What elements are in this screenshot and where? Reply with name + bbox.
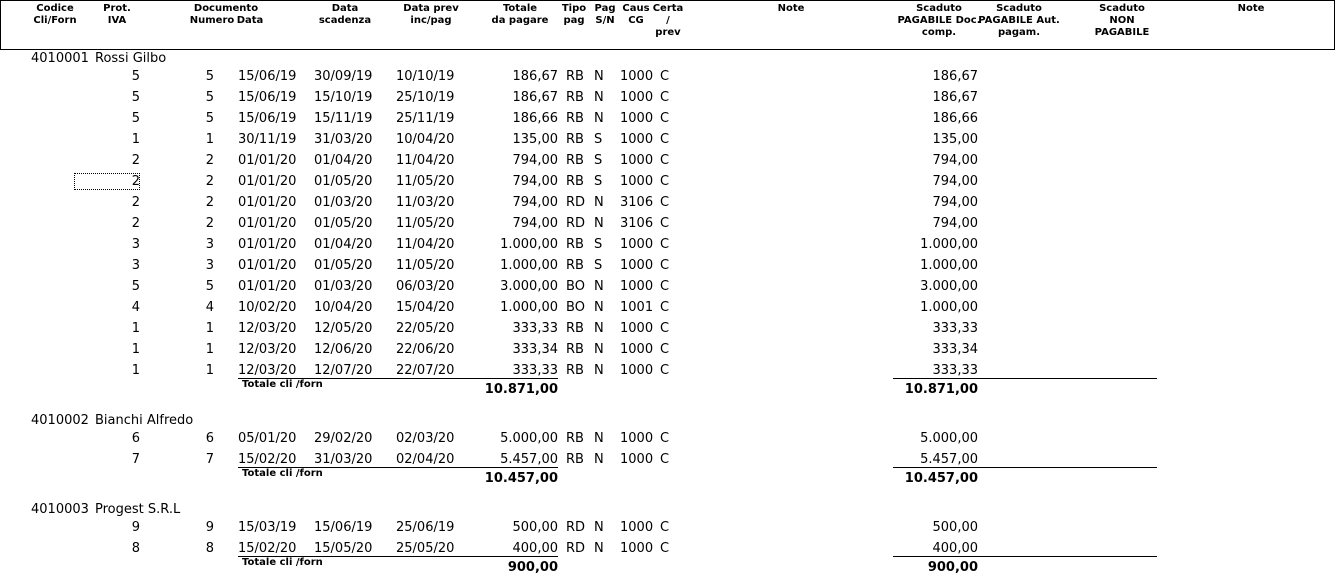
cell-pag-sn: S — [594, 153, 603, 168]
cell-scaduto-pagabile: 500,00 — [932, 520, 978, 535]
cell-caus-cg: 1000 — [620, 90, 654, 105]
cell-tipo-pag: RB — [566, 132, 584, 147]
cell-scaduto-pagabile: 794,00 — [932, 216, 978, 231]
cell-data-scadenza: 01/04/20 — [314, 153, 373, 168]
cell-caus-cg: 1001 — [620, 300, 654, 315]
cell-pag-sn: N — [594, 452, 604, 467]
cell-tipo-pag: RB — [566, 363, 584, 378]
cell-caus-cg: 1000 — [620, 431, 654, 446]
cell-caus-cg: 1000 — [620, 520, 654, 535]
cell-prot-iva: 3 — [131, 237, 140, 252]
cell-scaduto-pagabile: 1.000,00 — [920, 237, 978, 252]
cell-totale: 794,00 — [512, 216, 558, 231]
cell-totale: 333,34 — [512, 342, 558, 357]
cell-totale: 186,67 — [512, 90, 558, 105]
total-line-scaduto — [893, 556, 1157, 557]
cell-data-scadenza: 01/05/20 — [314, 216, 373, 231]
cell-certa-prev: C — [660, 342, 670, 357]
cell-doc-data: 01/01/20 — [238, 237, 297, 252]
group-total-scaduto: 10.871,00 — [904, 382, 978, 397]
cell-totale: 794,00 — [512, 153, 558, 168]
col-prev: Data prev inc/pag — [403, 3, 459, 26]
cell-doc-numero: 7 — [205, 452, 214, 467]
cell-doc-numero: 9 — [205, 520, 214, 535]
cell-tipo-pag: RB — [566, 452, 584, 467]
cell-doc-data: 15/06/19 — [238, 90, 297, 105]
cell-totale: 794,00 — [512, 174, 558, 189]
cell-doc-numero: 1 — [205, 363, 214, 378]
cell-doc-numero: 5 — [205, 111, 214, 126]
cell-scaduto-pagabile: 794,00 — [932, 174, 978, 189]
totals-label: Totale cli /forn — [242, 557, 323, 568]
cell-pag-sn: N — [594, 300, 604, 315]
cell-caus-cg: 1000 — [620, 111, 654, 126]
cell-pag-sn: N — [594, 541, 604, 556]
cell-prot-iva: 1 — [131, 132, 140, 147]
cell-doc-data: 05/01/20 — [238, 431, 297, 446]
cell-totale: 794,00 — [512, 195, 558, 210]
cell-totale: 135,00 — [512, 132, 558, 147]
report-header — [0, 0, 1335, 50]
cell-prot-iva: 2 — [131, 195, 140, 210]
cell-scaduto-pagabile: 186,66 — [932, 111, 978, 126]
cell-certa-prev: C — [660, 431, 670, 446]
cell-scaduto-pagabile: 5.000,00 — [920, 431, 978, 446]
cell-certa-prev: C — [660, 279, 670, 294]
cell-tipo-pag: RB — [566, 174, 584, 189]
cell-totale: 1.000,00 — [500, 237, 558, 252]
cell-data-prev: 22/05/20 — [396, 321, 455, 336]
cell-certa-prev: C — [660, 174, 670, 189]
col-scadenza: Data scadenza — [318, 3, 372, 26]
col-documento: Documento — [193, 3, 259, 14]
cell-data-scadenza: 12/06/20 — [314, 342, 373, 357]
group-total-scaduto: 10.457,00 — [904, 471, 978, 486]
cell-data-scadenza: 01/05/20 — [314, 174, 373, 189]
cell-tipo-pag: RB — [566, 69, 584, 84]
cell-doc-numero: 8 — [205, 541, 214, 556]
cell-pag-sn: N — [594, 279, 604, 294]
cell-totale: 186,66 — [512, 111, 558, 126]
cell-data-prev: 25/10/19 — [396, 90, 455, 105]
cell-pag-sn: S — [594, 174, 603, 189]
col-note: Note — [777, 3, 805, 14]
cell-doc-data: 30/11/19 — [238, 132, 297, 147]
cell-certa-prev: C — [660, 195, 670, 210]
group-total: 10.457,00 — [484, 471, 558, 486]
cell-doc-data: 01/01/20 — [238, 195, 297, 210]
cell-data-prev: 11/04/20 — [396, 237, 455, 252]
cell-certa-prev: C — [660, 541, 670, 556]
cell-totale: 333,33 — [512, 321, 558, 336]
col-prot-iva: Prot. IVA — [103, 3, 131, 26]
cell-prot-iva: 1 — [131, 363, 140, 378]
cell-prot-iva: 5 — [131, 69, 140, 84]
cell-prot-iva: 5 — [131, 90, 140, 105]
cell-prot-iva: 2 — [131, 216, 140, 231]
cell-totale: 186,67 — [512, 69, 558, 84]
total-line-scaduto — [893, 378, 1157, 379]
cell-certa-prev: C — [660, 69, 670, 84]
cell-doc-numero: 5 — [205, 90, 214, 105]
cell-data-prev: 25/05/20 — [396, 541, 455, 556]
cell-data-scadenza: 15/11/19 — [314, 111, 373, 126]
col-totale: Totale da pagare — [491, 3, 549, 26]
cell-data-scadenza: 15/10/19 — [314, 90, 373, 105]
cell-doc-data: 01/01/20 — [238, 174, 297, 189]
cell-data-scadenza: 01/05/20 — [314, 258, 373, 273]
cell-totale: 5.000,00 — [500, 431, 558, 446]
cell-data-prev: 11/05/20 — [396, 174, 455, 189]
cell-prot-iva: 9 — [131, 520, 140, 535]
cell-pag-sn: S — [594, 132, 603, 147]
totals-label: Totale cli /forn — [242, 379, 323, 390]
cell-doc-data: 15/02/20 — [238, 541, 297, 556]
cell-prot-iva: 2 — [131, 153, 140, 168]
group-name: Bianchi Alfredo — [95, 413, 194, 428]
cell-certa-prev: C — [660, 321, 670, 336]
group-name: Rossi Gilbo — [95, 51, 167, 66]
cell-tipo-pag: RB — [566, 111, 584, 126]
cell-doc-numero: 3 — [205, 258, 214, 273]
cell-pag-sn: N — [594, 195, 604, 210]
cell-tipo-pag: RB — [566, 431, 584, 446]
cell-doc-data: 15/06/19 — [238, 111, 297, 126]
group-total: 10.871,00 — [484, 382, 558, 397]
cell-prot-iva: 1 — [131, 342, 140, 357]
cell-doc-numero: 5 — [205, 279, 214, 294]
cell-caus-cg: 1000 — [620, 541, 654, 556]
cell-prot-iva: 7 — [131, 452, 140, 467]
cell-caus-cg: 3106 — [620, 216, 654, 231]
cell-data-scadenza: 15/05/20 — [314, 541, 373, 556]
cell-scaduto-pagabile: 186,67 — [932, 90, 978, 105]
cell-doc-numero: 2 — [205, 216, 214, 231]
cell-data-scadenza: 12/05/20 — [314, 321, 373, 336]
cell-pag-sn: N — [594, 431, 604, 446]
cell-caus-cg: 1000 — [620, 279, 654, 294]
cell-data-prev: 11/04/20 — [396, 153, 455, 168]
cell-doc-numero: 2 — [205, 153, 214, 168]
cell-data-prev: 10/10/19 — [396, 69, 455, 84]
group-total: 900,00 — [507, 560, 558, 575]
group-code: 4010003 — [31, 502, 89, 517]
cell-data-prev: 22/07/20 — [396, 363, 455, 378]
cell-doc-data: 01/01/20 — [238, 258, 297, 273]
cell-prot-iva: 5 — [131, 279, 140, 294]
cell-scaduto-pagabile: 333,33 — [932, 321, 978, 336]
col-scaduto-pagabile-doc: Scaduto PAGABILE Doc. comp. — [897, 3, 981, 38]
cell-doc-numero: 1 — [205, 321, 214, 336]
cell-caus-cg: 1000 — [620, 69, 654, 84]
cell-certa-prev: C — [660, 216, 670, 231]
cell-data-scadenza: 01/03/20 — [314, 195, 373, 210]
cell-tipo-pag: RD — [566, 195, 586, 210]
cell-doc-numero: 3 — [205, 237, 214, 252]
cell-scaduto-pagabile: 1.000,00 — [920, 300, 978, 315]
cell-prot-iva: 5 — [131, 111, 140, 126]
cell-scaduto-pagabile: 5.457,00 — [920, 452, 978, 467]
group-name: Progest S.R.L — [95, 502, 181, 517]
cell-data-scadenza: 31/03/20 — [314, 132, 373, 147]
cell-caus-cg: 3106 — [620, 195, 654, 210]
cell-prot-iva: 1 — [131, 321, 140, 336]
cell-certa-prev: C — [660, 363, 670, 378]
cell-caus-cg: 1000 — [620, 258, 654, 273]
cell-data-scadenza: 12/07/20 — [314, 363, 373, 378]
cell-data-scadenza: 01/03/20 — [314, 279, 373, 294]
cell-pag-sn: N — [594, 111, 604, 126]
cell-scaduto-pagabile: 400,00 — [932, 541, 978, 556]
cell-scaduto-pagabile: 794,00 — [932, 195, 978, 210]
cell-doc-numero: 1 — [205, 132, 214, 147]
cell-data-scadenza: 01/04/20 — [314, 237, 373, 252]
cell-certa-prev: C — [660, 90, 670, 105]
cell-tipo-pag: RB — [566, 90, 584, 105]
cell-data-scadenza: 10/04/20 — [314, 300, 373, 315]
cell-tipo-pag: RD — [566, 541, 586, 556]
cell-scaduto-pagabile: 135,00 — [932, 132, 978, 147]
cell-tipo-pag: RD — [566, 520, 586, 535]
cell-pag-sn: N — [594, 342, 604, 357]
cell-caus-cg: 1000 — [620, 237, 654, 252]
cell-tipo-pag: RB — [566, 153, 584, 168]
cell-totale: 500,00 — [512, 520, 558, 535]
cell-doc-data: 15/03/19 — [238, 520, 297, 535]
cell-prot-iva: 8 — [131, 541, 140, 556]
cell-doc-numero: 2 — [205, 174, 214, 189]
group-total-scaduto: 900,00 — [927, 560, 978, 575]
cell-data-prev: 02/04/20 — [396, 452, 455, 467]
cell-tipo-pag: RB — [566, 258, 584, 273]
cell-prot-iva: 2 — [131, 174, 140, 189]
col-caus: Caus CG — [622, 3, 650, 26]
cell-caus-cg: 1000 — [620, 174, 654, 189]
cell-data-scadenza: 31/03/20 — [314, 452, 373, 467]
cell-pag-sn: N — [594, 216, 604, 231]
cell-scaduto-pagabile: 333,33 — [932, 363, 978, 378]
cell-tipo-pag: BO — [566, 279, 585, 294]
col-numero: Numero — [189, 15, 235, 26]
total-line-scaduto — [893, 467, 1157, 468]
col-scaduto-pagabile-aut: Scaduto PAGABILE Aut. pagam. — [978, 3, 1060, 38]
cell-data-prev: 25/06/19 — [396, 520, 455, 535]
cell-data-prev: 11/03/20 — [396, 195, 455, 210]
cell-doc-data: 15/02/20 — [238, 452, 297, 467]
cell-doc-numero: 6 — [205, 431, 214, 446]
cell-doc-data: 12/03/20 — [238, 342, 297, 357]
cell-tipo-pag: RD — [566, 216, 586, 231]
cell-data-prev: 02/03/20 — [396, 431, 455, 446]
cell-doc-data: 15/06/19 — [238, 69, 297, 84]
focused-cell — [74, 173, 140, 190]
cell-pag-sn: N — [594, 69, 604, 84]
col-certa: Certa / prev — [652, 3, 684, 38]
cell-doc-numero: 2 — [205, 195, 214, 210]
cell-totale: 1.000,00 — [500, 258, 558, 273]
col-scaduto-non-pagabile: Scaduto NON PAGABILE — [1094, 3, 1150, 38]
cell-certa-prev: C — [660, 300, 670, 315]
cell-doc-data: 01/01/20 — [238, 279, 297, 294]
cell-doc-numero: 1 — [205, 342, 214, 357]
cell-tipo-pag: RB — [566, 237, 584, 252]
cell-data-prev: 22/06/20 — [396, 342, 455, 357]
cell-pag-sn: N — [594, 321, 604, 336]
cell-tipo-pag: BO — [566, 300, 585, 315]
cell-scaduto-pagabile: 3.000,00 — [920, 279, 978, 294]
cell-certa-prev: C — [660, 520, 670, 535]
cell-data-prev: 06/03/20 — [396, 279, 455, 294]
cell-doc-data: 10/02/20 — [238, 300, 297, 315]
cell-caus-cg: 1000 — [620, 342, 654, 357]
cell-scaduto-pagabile: 794,00 — [932, 153, 978, 168]
cell-pag-sn: S — [594, 237, 603, 252]
cell-caus-cg: 1000 — [620, 132, 654, 147]
cell-certa-prev: C — [660, 258, 670, 273]
col-data-doc: Data — [236, 15, 264, 26]
cell-totale: 400,00 — [512, 541, 558, 556]
cell-scaduto-pagabile: 333,34 — [932, 342, 978, 357]
col-tipo: Tipo pag — [561, 3, 587, 26]
cell-scaduto-pagabile: 186,67 — [932, 69, 978, 84]
cell-doc-data: 01/01/20 — [238, 216, 297, 231]
group-code: 4010002 — [31, 413, 89, 428]
cell-doc-numero: 5 — [205, 69, 214, 84]
cell-data-prev: 10/04/20 — [396, 132, 455, 147]
cell-doc-data: 01/01/20 — [238, 153, 297, 168]
col-note-2: Note — [1237, 3, 1265, 14]
col-codice: Codice Cli/Forn — [33, 3, 77, 26]
cell-caus-cg: 1000 — [620, 452, 654, 467]
cell-data-prev: 11/05/20 — [396, 216, 455, 231]
cell-prot-iva: 3 — [131, 258, 140, 273]
cell-prot-iva: 4 — [131, 300, 140, 315]
cell-certa-prev: C — [660, 132, 670, 147]
col-pag: Pag S/N — [594, 3, 616, 26]
cell-data-prev: 25/11/19 — [396, 111, 455, 126]
cell-doc-data: 12/03/20 — [238, 321, 297, 336]
cell-doc-data: 12/03/20 — [238, 363, 297, 378]
cell-pag-sn: N — [594, 363, 604, 378]
cell-certa-prev: C — [660, 153, 670, 168]
cell-totale: 5.457,00 — [500, 452, 558, 467]
totals-label: Totale cli /forn — [242, 468, 323, 479]
cell-caus-cg: 1000 — [620, 363, 654, 378]
cell-prot-iva: 6 — [131, 431, 140, 446]
cell-caus-cg: 1000 — [620, 153, 654, 168]
cell-certa-prev: C — [660, 452, 670, 467]
cell-data-scadenza: 30/09/19 — [314, 69, 373, 84]
group-code: 4010001 — [31, 51, 89, 66]
cell-tipo-pag: RB — [566, 342, 584, 357]
cell-scaduto-pagabile: 1.000,00 — [920, 258, 978, 273]
cell-caus-cg: 1000 — [620, 321, 654, 336]
cell-totale: 333,33 — [512, 363, 558, 378]
cell-pag-sn: S — [594, 258, 603, 273]
cell-certa-prev: C — [660, 237, 670, 252]
cell-data-scadenza: 15/06/19 — [314, 520, 373, 535]
cell-data-scadenza: 29/02/20 — [314, 431, 373, 446]
cell-pag-sn: N — [594, 520, 604, 535]
cell-data-prev: 15/04/20 — [396, 300, 455, 315]
cell-doc-numero: 4 — [205, 300, 214, 315]
cell-totale: 3.000,00 — [500, 279, 558, 294]
cell-certa-prev: C — [660, 111, 670, 126]
cell-totale: 1.000,00 — [500, 300, 558, 315]
cell-tipo-pag: RB — [566, 321, 584, 336]
cell-data-prev: 11/05/20 — [396, 258, 455, 273]
cell-pag-sn: N — [594, 90, 604, 105]
